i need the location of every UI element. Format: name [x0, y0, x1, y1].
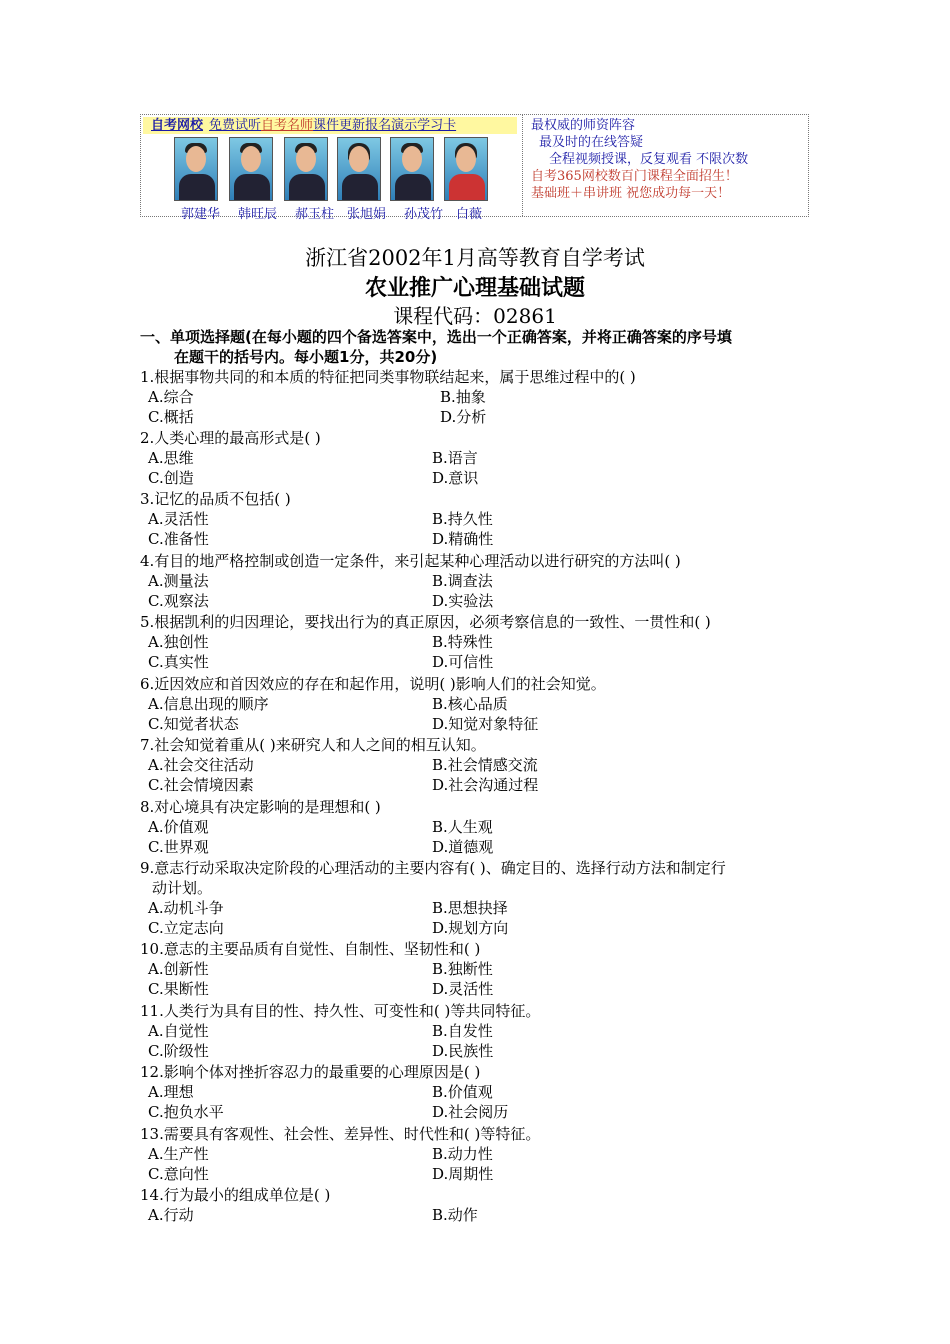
section-heading-line: 在题干的括号内。每小题1分，共20分)	[174, 348, 438, 366]
question-stem: 14.行为最小的组成单位是( )	[140, 1186, 331, 1204]
teacher-photo[interactable]	[284, 137, 328, 201]
exam-title: 浙江省2002年1月高等教育自学考试	[305, 246, 645, 270]
option-b: B.社会情感交流	[432, 756, 538, 774]
option-a: A.独创性	[148, 633, 209, 651]
option-b: B.自发性	[432, 1022, 493, 1040]
section-heading-line: 一、单项选择题(在每小题的四个备选答案中，选出一个正确答案，并将正确答案的序号填	[140, 328, 732, 346]
banner-divider	[522, 115, 523, 216]
teacher-name[interactable]: 白薇	[456, 207, 483, 222]
question-stem: 12.影响个体对挫折容忍力的最重要的心理原因是( )	[140, 1063, 481, 1081]
option-c: C.社会情境因素	[148, 776, 254, 794]
question-stem: 8.对心境具有决定影响的是理想和( )	[140, 798, 381, 816]
option-b: B.动力性	[432, 1145, 493, 1163]
option-a: A.测量法	[148, 572, 209, 590]
link-famous-teachers[interactable]: 自考名师	[261, 118, 314, 133]
link-free-trial[interactable]: 免费试听	[209, 118, 262, 133]
option-d: D.社会沟通过程	[432, 776, 539, 794]
teacher-name[interactable]: 孙茂竹	[404, 207, 444, 222]
option-b: B.特殊性	[432, 633, 493, 651]
option-a: A.灵活性	[148, 510, 209, 528]
option-c: C.知觉者状态	[148, 715, 239, 733]
teacher-photo[interactable]	[444, 137, 488, 201]
question-stem: 13.需要具有客观性、社会性、差异性、时代性和( )等特征。	[140, 1125, 541, 1143]
teacher-name[interactable]: 韩旺辰	[238, 207, 278, 222]
option-c: C.阶级性	[148, 1042, 209, 1060]
section-heading	[140, 327, 810, 367]
option-b: B.独断性	[432, 960, 493, 978]
brand-link[interactable]: 自考网校	[151, 118, 204, 133]
option-c: C.意向性	[148, 1165, 209, 1183]
teacher-name[interactable]: 郭建华	[181, 207, 221, 222]
option-d: D.精确性	[432, 530, 494, 548]
option-d: D.可信性	[432, 653, 494, 671]
banner-nav	[143, 117, 517, 134]
option-a: A.自觉性	[148, 1022, 209, 1040]
teacher-photo[interactable]	[390, 137, 434, 201]
option-b: B.人生观	[432, 818, 493, 836]
option-d: D.道德观	[432, 838, 494, 856]
option-b: B.动作	[432, 1206, 478, 1224]
promo-line: 全程视频授课，反复观看 不限次数	[549, 152, 749, 167]
teacher-photo[interactable]	[337, 137, 381, 201]
option-c: C.世界观	[148, 838, 209, 856]
option-d: D.灵活性	[432, 980, 494, 998]
promo-text	[531, 117, 748, 202]
option-c: C.概括	[148, 408, 194, 426]
option-d: D.社会阅历	[432, 1103, 509, 1121]
option-c: C.抱负水平	[148, 1103, 224, 1121]
option-b: B.抽象	[440, 388, 486, 406]
option-d: D.民族性	[432, 1042, 494, 1060]
option-a: A.信息出现的顺序	[148, 695, 269, 713]
option-b: B.调查法	[432, 572, 493, 590]
promo-line: 自考365网校数百门课程全面招生！	[531, 169, 738, 184]
promo-line: 最权威的师资阵容	[531, 118, 636, 133]
link-signup-demo[interactable]: 报名演示	[365, 118, 418, 133]
option-b: B.语言	[432, 449, 478, 467]
question-stem: 10.意志的主要品质有自觉性、自制性、坚韧性和( )	[140, 940, 481, 958]
option-a: A.创新性	[148, 960, 209, 978]
link-courseware-update[interactable]: 课件更新	[313, 118, 366, 133]
option-c: C.观察法	[148, 592, 209, 610]
option-c: C.果断性	[148, 980, 209, 998]
option-d: D.规划方向	[432, 919, 509, 937]
subject-title: 农业推广心理基础试题	[364, 276, 585, 301]
option-a: A.理想	[148, 1083, 194, 1101]
teacher-photo[interactable]	[229, 137, 273, 201]
option-d: D.意识	[432, 469, 479, 487]
option-c: C.真实性	[148, 653, 209, 671]
option-b: B.持久性	[432, 510, 493, 528]
teacher-name[interactable]: 郝玉柱	[295, 207, 335, 222]
option-b: B.核心品质	[432, 695, 508, 713]
option-d: D.知觉对象特征	[432, 715, 539, 733]
link-study-card[interactable]: 学习卡	[417, 118, 457, 133]
question-stem: 6.近因效应和首因效应的存在和起作用，说明( )影响人们的社会知觉。	[140, 675, 606, 693]
option-a: A.价值观	[148, 818, 209, 836]
option-c: C.立定志向	[148, 919, 224, 937]
ad-banner	[140, 114, 809, 222]
option-a: A.思维	[148, 449, 194, 467]
option-a: A.生产性	[148, 1145, 209, 1163]
question-stem: 3.记忆的品质不包括( )	[140, 490, 291, 508]
teacher-name[interactable]: 张旭娟	[347, 207, 387, 222]
question-stem: 7.社会知觉着重从( )来研究人和人之间的相互认知。	[140, 736, 486, 754]
option-a: A.综合	[148, 388, 194, 406]
option-a: A.动机斗争	[148, 899, 224, 917]
question-stem: 2.人类心理的最高形式是( )	[140, 429, 321, 447]
question-stem: 1.根据事物共同的和本质的特征把同类事物联结起来，属于思维过程中的( )	[140, 368, 636, 386]
question-stem: 9.意志行动采取决定阶段的心理活动的主要内容有( )、确定目的、选择行动方法和制定行	[140, 859, 726, 877]
option-b: B.价值观	[432, 1083, 493, 1101]
teacher-photo[interactable]	[174, 137, 218, 201]
option-c: C.准备性	[148, 530, 209, 548]
option-d: D.分析	[440, 408, 487, 426]
promo-line: 最及时的在线答疑	[539, 135, 644, 150]
question-stem: 5.根据凯利的归因理论，要找出行为的真正原因，必须考察信息的一致性、一贯性和( )	[140, 613, 711, 631]
course-code: 课程代码：02861	[393, 304, 557, 328]
question-stem-continued: 动计划。	[152, 879, 213, 897]
promo-line: 基础班＋串讲班 祝您成功每一天！	[531, 186, 731, 201]
option-a: A.行动	[148, 1206, 194, 1224]
option-c: C.创造	[148, 469, 194, 487]
question-stem: 11.人类行为具有目的性、持久性、可变性和( )等共同特征。	[140, 1002, 541, 1020]
question-stem: 4.有目的地严格控制或创造一定条件，来引起某种心理活动以进行研究的方法叫( )	[140, 552, 681, 570]
option-b: B.思想抉择	[432, 899, 508, 917]
option-d: D.实验法	[432, 592, 494, 610]
option-a: A.社会交往活动	[148, 756, 254, 774]
option-d: D.周期性	[432, 1165, 494, 1183]
